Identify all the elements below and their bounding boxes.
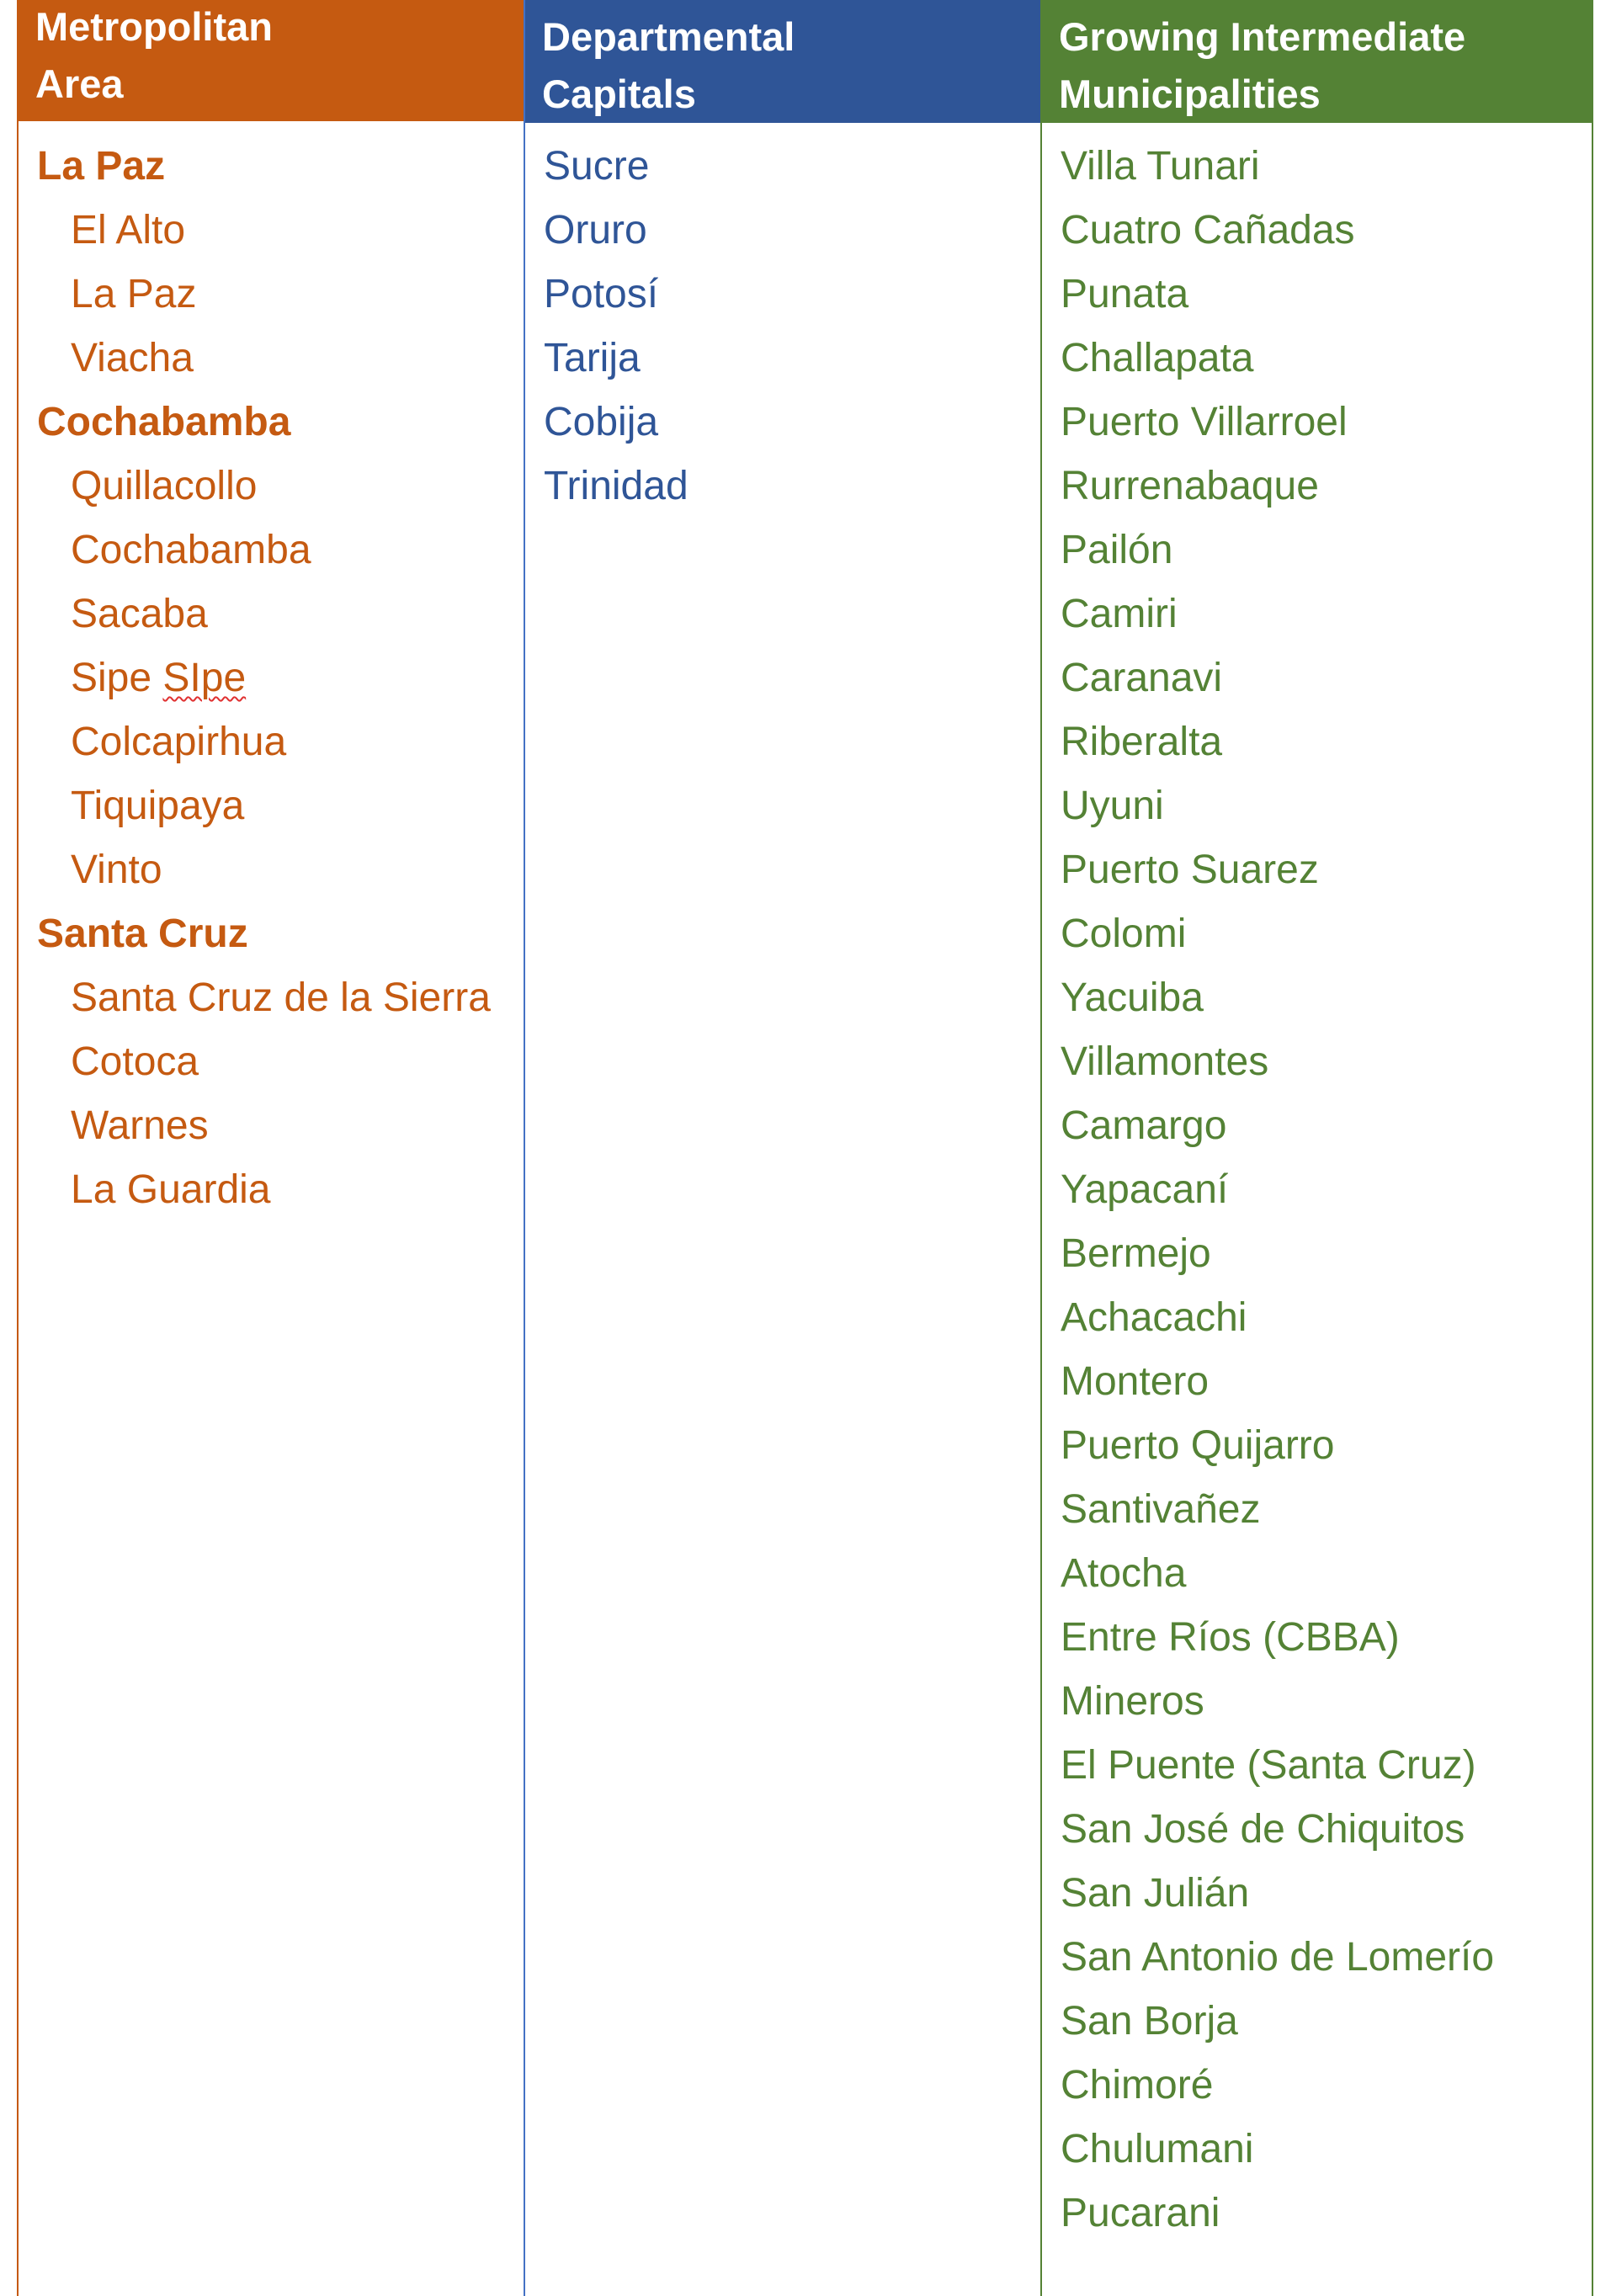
capital-item: Potosí xyxy=(544,272,659,316)
growing-municipality-item: Montero xyxy=(1061,1359,1210,1404)
metro-municipality-item: La Guardia xyxy=(71,1167,271,1212)
metro-municipality-item: Viacha xyxy=(71,336,194,380)
capital-item: Oruro xyxy=(544,208,647,252)
departmental-capitals-column xyxy=(525,0,1042,2296)
growing-municipality-item: Yacuiba xyxy=(1061,975,1204,1020)
growing-municipality-item: Achacachi xyxy=(1061,1295,1247,1340)
growing-municipality-item: Chulumani xyxy=(1061,2127,1254,2171)
municipalities-table xyxy=(17,0,1593,2296)
growing-municipality-item: Rurrenabaque xyxy=(1061,464,1319,508)
metropolitan-area-column xyxy=(17,0,525,2296)
header-line: Departmental xyxy=(542,14,795,59)
header-line: Growing Intermediate xyxy=(1059,14,1466,59)
growing-municipality-item: Caranavi xyxy=(1061,656,1223,700)
metro-municipality-item: El Alto xyxy=(71,208,186,252)
growing-municipality-item: San José de Chiquitos xyxy=(1061,1807,1465,1852)
growing-municipality-item: Uyuni xyxy=(1061,784,1164,828)
header-line: Metropolitan xyxy=(35,4,273,49)
metro-group-label: Cochabamba xyxy=(37,400,291,444)
metro-group-label: Santa Cruz xyxy=(37,911,248,956)
growing-municipality-item: Villa Tunari xyxy=(1061,144,1260,189)
growing-municipality-item: Atocha xyxy=(1061,1551,1187,1596)
metro-municipality-item: Quillacollo xyxy=(71,464,258,508)
growing-municipality-item: El Puente (Santa Cruz) xyxy=(1061,1743,1476,1788)
growing-municipalities-column xyxy=(1042,0,1593,2296)
header-line: Capitals xyxy=(542,72,696,116)
growing-municipality-item: San Julián xyxy=(1061,1871,1250,1916)
metro-municipality-item: La Paz xyxy=(71,272,197,316)
header-line: Area xyxy=(35,61,124,106)
growing-municipality-item: San Borja xyxy=(1061,1999,1238,2044)
metropolitan-area-list xyxy=(19,0,524,1222)
growing-municipality-item: Pailón xyxy=(1061,528,1173,572)
growing-municipality-item: Colomi xyxy=(1061,911,1187,956)
growing-municipality-item: Mineros xyxy=(1061,1679,1204,1724)
growing-municipality-item: Puerto Villarroel xyxy=(1061,400,1348,444)
metro-municipality-item: Colcapirhua xyxy=(71,720,287,764)
metro-municipality-item: Cochabamba xyxy=(71,528,311,572)
growing-municipality-item: Camiri xyxy=(1061,592,1178,636)
metro-municipality-item: Sacaba xyxy=(71,592,208,636)
growing-municipality-item: Chimoré xyxy=(1061,2063,1214,2107)
capital-item: Tarija xyxy=(544,336,641,380)
growing-municipality-item: Riberalta xyxy=(1061,720,1223,764)
growing-municipality-item: Camargo xyxy=(1061,1103,1227,1148)
metro-municipality-item: Warnes xyxy=(71,1103,209,1148)
growing-municipality-item: Santivañez xyxy=(1061,1487,1261,1532)
growing-municipality-item: Challapata xyxy=(1061,336,1254,380)
metro-municipality-item: Vinto xyxy=(71,848,162,892)
capital-item: Sucre xyxy=(544,144,650,189)
growing-municipality-item: Pucarani xyxy=(1061,2191,1220,2235)
departmental-capitals-list xyxy=(525,0,1040,518)
growing-municipality-item: Puerto Suarez xyxy=(1061,848,1319,892)
header-line: Municipalities xyxy=(1059,72,1321,116)
metro-municipality-item: Tiquipaya xyxy=(71,784,245,828)
capital-item: Trinidad xyxy=(544,464,689,508)
metro-municipality-item: Sipe SIpe xyxy=(71,656,247,700)
growing-municipality-item: Puerto Quijarro xyxy=(1061,1423,1335,1468)
growing-municipality-item: Villamontes xyxy=(1061,1039,1269,1084)
metro-municipality-item: Cotoca xyxy=(71,1039,199,1084)
growing-municipality-item: San Antonio de Lomerío xyxy=(1061,1935,1495,1980)
metro-group-label: La Paz xyxy=(37,144,166,189)
growing-municipalities-list xyxy=(1042,0,1592,2246)
growing-municipality-item: Punata xyxy=(1061,272,1189,316)
metro-municipality-item: Santa Cruz de la Sierra xyxy=(71,975,491,1020)
growing-municipality-item: Yapacaní xyxy=(1061,1167,1229,1212)
growing-municipality-item: Bermejo xyxy=(1061,1231,1211,1276)
growing-municipality-item: Cuatro Cañadas xyxy=(1061,208,1355,252)
capital-item: Cobija xyxy=(544,400,659,444)
growing-municipality-item: Entre Ríos (CBBA) xyxy=(1061,1615,1400,1660)
spelling-error-mark: SIpe xyxy=(162,656,247,700)
